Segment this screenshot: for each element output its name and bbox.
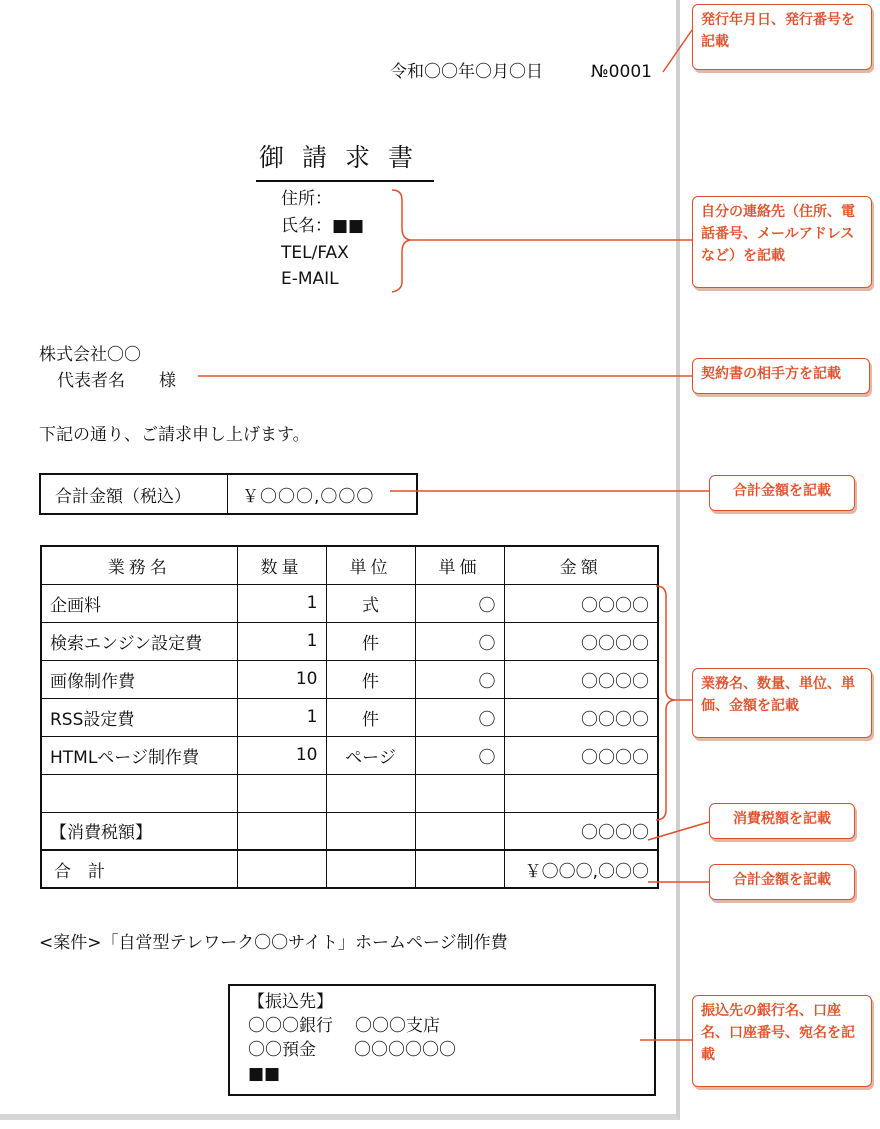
cell-amount: 〇〇〇〇: [504, 622, 658, 660]
sender-email: E-MAIL: [281, 269, 339, 289]
sum-label: 合 計: [41, 850, 237, 888]
cell-unit: 件: [326, 622, 415, 660]
cell-unit: ページ: [326, 736, 415, 774]
callout-tax: 消費税額を記載: [709, 803, 855, 839]
cell-quantity: 1: [237, 698, 326, 736]
cell-unit-price: 〇: [415, 584, 504, 622]
cell-amount: 〇〇〇〇: [504, 660, 658, 698]
cell-task: 画像制作費: [41, 660, 237, 698]
header-unit-price: 単価: [415, 546, 504, 584]
intro-text: 下記の通り、ご請求申し上げます。: [39, 425, 310, 445]
sender-telfax: TEL/FAX: [281, 243, 349, 263]
page-title: 御請求書: [256, 138, 434, 182]
cell-task: 企画料: [41, 584, 237, 622]
recipient-company: 株式会社〇〇: [39, 345, 141, 365]
cell-unit-price: 〇: [415, 736, 504, 774]
cell-amount: 〇〇〇〇: [504, 698, 658, 736]
tax-label: 【消費税額】: [41, 812, 237, 850]
account-number: 〇〇〇〇〇〇: [354, 1040, 456, 1060]
cell-quantity: 10: [237, 660, 326, 698]
callout-recipient: 契約書の相手方を記載: [692, 358, 870, 394]
callout-contact: 自分の連絡先（住所、電話番号、メールアドレスなど）を記載: [692, 196, 872, 288]
tax-value: 〇〇〇〇: [504, 812, 658, 850]
bank-name: 〇〇〇銀行: [248, 1016, 333, 1036]
cell-unit: 件: [326, 698, 415, 736]
callout-total: 合計金額を記載: [709, 475, 855, 511]
callout-bank: 振込先の銀行名、口座名、口座番号、宛名を記載: [692, 995, 872, 1087]
invoice-number: №0001: [591, 62, 652, 82]
header-task: 業務名: [41, 546, 237, 584]
cell-unit-price: 〇: [415, 660, 504, 698]
callout-date-number: 発行年月日、発行番号を記載: [692, 4, 872, 70]
sender-name-label: 氏名：: [281, 216, 332, 236]
cell-quantity: 10: [237, 736, 326, 774]
cell-unit-price: 〇: [415, 622, 504, 660]
total-amount-value: ￥〇〇〇,〇〇〇: [228, 474, 418, 514]
account-type: 〇〇預金: [248, 1040, 316, 1060]
header-amount: 金額: [504, 546, 658, 584]
cell-task: RSS設定費: [41, 698, 237, 736]
cell-amount: 〇〇〇〇: [504, 736, 658, 774]
total-amount-label: 合計金額（税込）: [40, 474, 228, 514]
cell-task: 検索エンジン設定費: [41, 622, 237, 660]
sender-address-label: 住所：: [281, 189, 332, 209]
project-line: <案件>「自営型テレワーク〇〇サイト」ホームページ制作費: [39, 933, 508, 953]
callout-sum: 合計金額を記載: [709, 864, 855, 900]
cell-unit-price: 〇: [415, 698, 504, 736]
callout-items: 業務名、数量、単位、単価、金額を記載: [692, 668, 872, 738]
recipient-representative: 代表者名 様: [57, 371, 176, 391]
header-quantity: 数量: [237, 546, 326, 584]
cell-amount: 〇〇〇〇: [504, 584, 658, 622]
sum-value: ￥〇〇〇,〇〇〇: [504, 850, 658, 888]
account-holder: ■■: [248, 1064, 281, 1084]
cell-quantity: 1: [237, 622, 326, 660]
cell-unit: 式: [326, 584, 415, 622]
issue-date: 令和〇〇年〇月〇日: [390, 62, 543, 82]
bank-branch: 〇〇〇支店: [355, 1016, 440, 1036]
bank-title: 【振込先】: [248, 992, 333, 1012]
cell-task: HTMLページ制作費: [41, 736, 237, 774]
header-unit: 単位: [326, 546, 415, 584]
cell-unit: 件: [326, 660, 415, 698]
sender-name-value: ■■: [332, 216, 365, 236]
cell-quantity: 1: [237, 584, 326, 622]
